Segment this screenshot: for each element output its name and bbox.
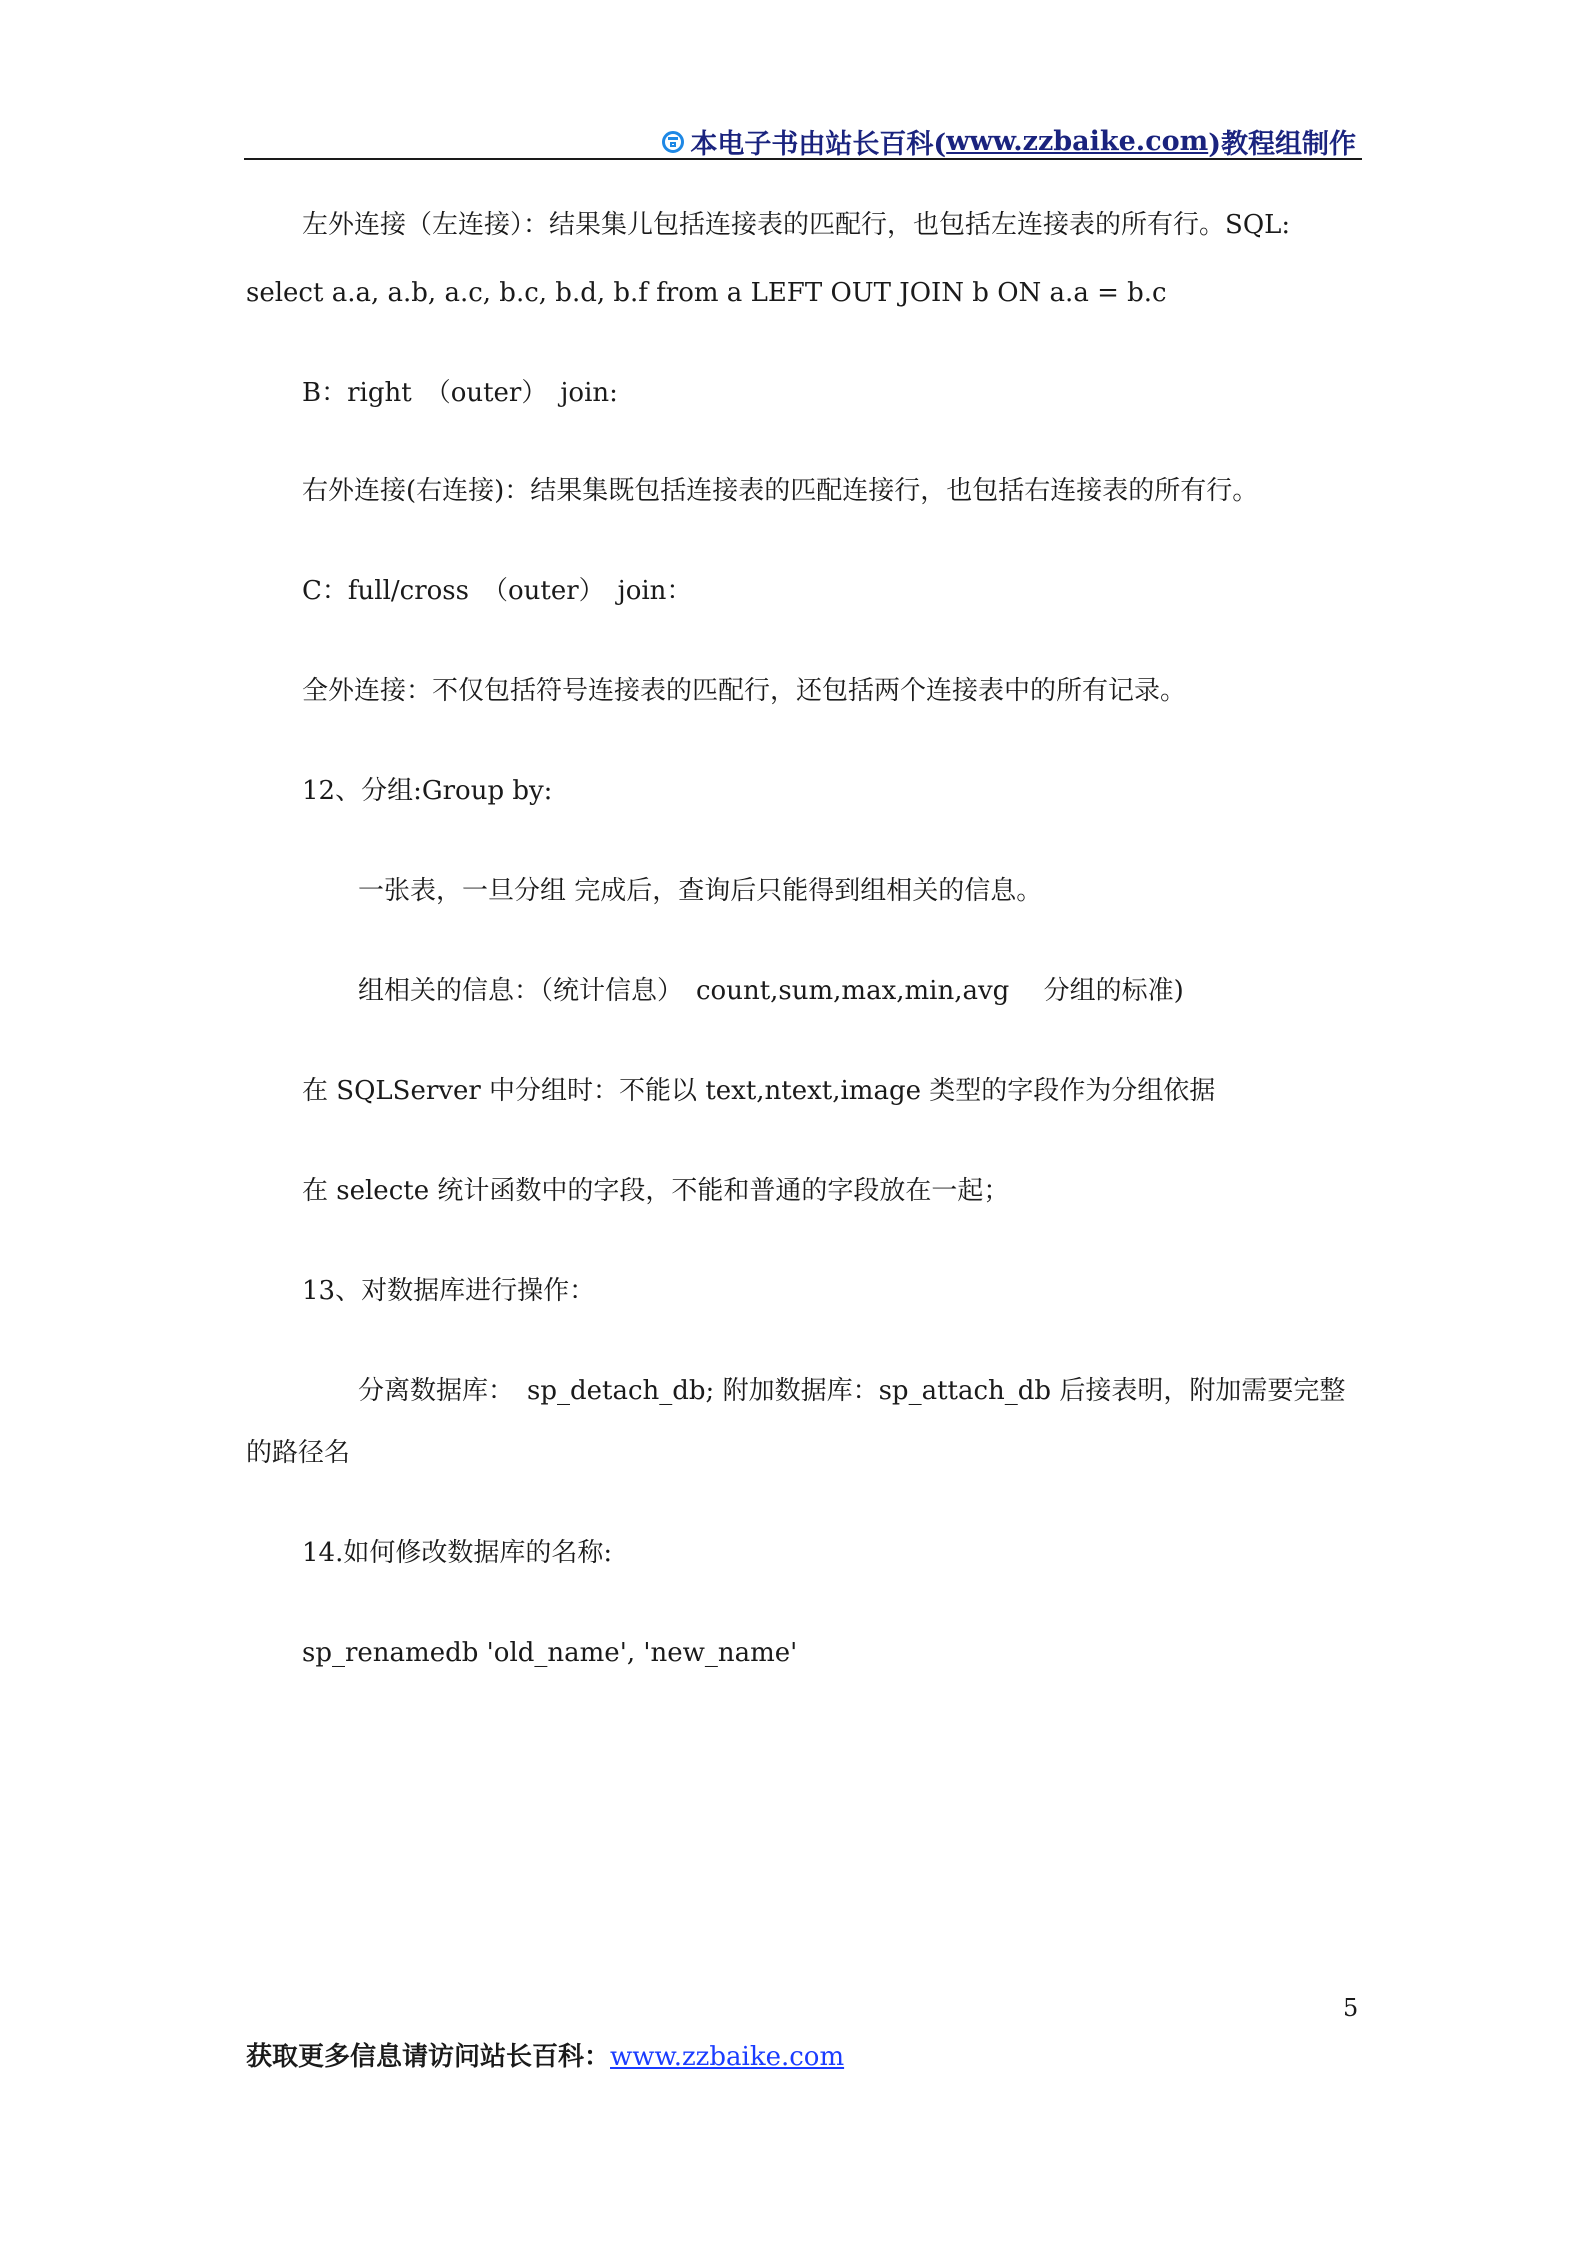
full-join-heading: C：full/cross （outer） join： bbox=[302, 576, 693, 606]
page-header bbox=[244, 112, 1362, 160]
header-credit bbox=[662, 122, 1356, 161]
header-url-link[interactable]: www.zzbaike.com bbox=[946, 126, 1209, 157]
database-operation-heading: 13、对数据库进行操作： bbox=[302, 1276, 596, 1306]
group-by-select-note: 在 selecte 统计函数中的字段，不能和普通的字段放在一起； bbox=[302, 1176, 1010, 1206]
page-footer bbox=[246, 2036, 844, 2073]
left-join-description-line1: 左外连接（左连接）：结果集儿包括连接表的匹配行，也包括左连接表的所有行。SQL: bbox=[302, 210, 1291, 240]
footer-text: 获取更多信息请访问站长百科： bbox=[246, 2042, 611, 2072]
right-join-heading: B：right （outer） join: bbox=[302, 378, 618, 408]
rename-database-heading: 14.如何修改数据库的名称: bbox=[302, 1538, 613, 1568]
detach-attach-line1: 分离数据库： sp_detach_db; 附加数据库：sp_attach_db 后接表明，附加需要完整 bbox=[358, 1376, 1346, 1406]
group-by-sqlserver-note: 在 SQLServer 中分组时：不能以 text,ntext,image 类型的字段作为分组依据 bbox=[302, 1076, 1216, 1106]
page-number: 5 bbox=[1343, 1994, 1359, 2022]
header-prefix: 本电子书由站长百科( bbox=[690, 129, 947, 160]
header-suffix: )教程组制作 bbox=[1208, 129, 1356, 160]
left-join-sql-line: select a.a, a.b, a.c, b.c, b.d, b.f from a LEFT OUT JOIN b ON a.a = b.c bbox=[246, 278, 1167, 308]
group-by-heading: 12、分组:Group by: bbox=[302, 776, 553, 806]
full-join-description: 全外连接：不仅包括符号连接表的匹配行，还包括两个连接表中的所有记录。 bbox=[302, 676, 1187, 706]
group-by-note-1: 一张表，一旦分组 完成后，查询后只能得到组相关的信息。 bbox=[358, 876, 1043, 906]
rename-database-command: sp_renamedb 'old_name', 'new_name' bbox=[302, 1638, 798, 1668]
footer-link[interactable]: www.zzbaike.com bbox=[610, 2042, 845, 2072]
zzbaike-logo-icon bbox=[662, 131, 684, 153]
detach-attach-line2: 的路径名 bbox=[246, 1438, 351, 1468]
right-join-description: 右外连接(右连接)：结果集既包括连接表的匹配连接行，也包括右连接表的所有行。 bbox=[302, 476, 1259, 506]
group-by-note-2: 组相关的信息：（统计信息） count,sum,max,min,avg 分组的标准) bbox=[358, 976, 1184, 1006]
